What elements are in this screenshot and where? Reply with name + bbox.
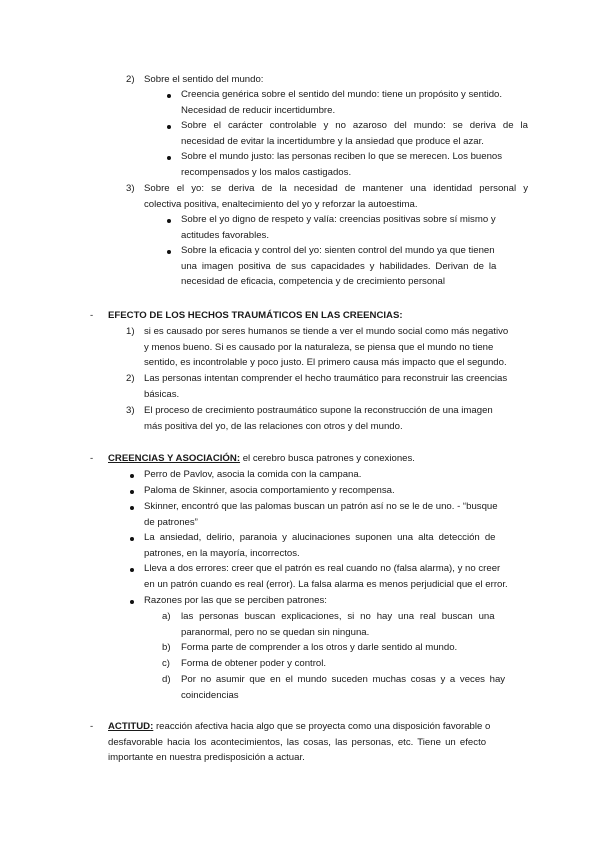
dash-marker: - [90, 310, 94, 321]
list-item-text: Las personas intentan comprender el hecho traumático para reconstruir las creencias básicas. [144, 373, 508, 400]
sub-item-text: las personas buscan explicaciones, si no hay una real buscan una paranormal, pero no se quedan sin ninguna. [181, 611, 495, 638]
bullet-icon [167, 156, 171, 160]
bullet-icon [167, 94, 171, 98]
bullet-text: Sobre el mundo justo: las personas reciben lo que se merecen. Los buenos recompensados y los malos castigados. [181, 151, 503, 178]
bullet-text: Skinner, encontró que las palomas buscan un patrón así no se le de uno. - “busque de patrones” [144, 501, 498, 528]
bullet-text: Razones por las que se perciben patrones: [144, 595, 327, 606]
bullet-text: Perro de Pavlov, asocia la comida con la campana. [144, 469, 362, 480]
list-item-text: si es causado por seres humanos se tiende a ver el mundo social como más negativo y menos bueno. Si es causado por la naturaleza, se piensa que el mundo no tiene sentido, es incontrolable y poco justo. El primero causa más impacto que el segundo. [144, 326, 509, 368]
sub-letter: d) [162, 674, 171, 685]
list-number: 1) [126, 326, 135, 337]
section-heading: ACTITUD: [108, 721, 154, 732]
list-item-text: Sobre el yo: se deriva de la necesidad de mantener una identidad personal y colectiva positiva, enaltecimiento del yo y reforzar la autoestima. [144, 183, 528, 210]
bullet-icon [167, 219, 171, 223]
sub-letter: a) [162, 611, 171, 622]
bullet-text: Sobre la eficacia y control del yo: sienten control del mundo ya que tienen una imagen positiva de sus capacidades y habilidades. Derivan de la necesidad de eficacia, competencia y de crecimiento personal [181, 245, 497, 287]
list-number: 3) [126, 405, 135, 416]
sub-letter: b) [162, 642, 171, 653]
list-number: 3) [126, 183, 135, 194]
list-number: 2) [126, 74, 135, 85]
bullet-icon [130, 490, 134, 494]
section-paragraph: ACTITUD: reacción afectiva hacia algo que se proyecta como una disposición favorable o desfavorable hacia los acontecimientos, las cosas, las personas, etc. Tiene un efecto importante en nuestra predisposición a actuar. [108, 721, 491, 763]
bullet-text: Paloma de Skinner, asocia comportamiento y recompensa. [144, 485, 395, 496]
bullet-icon [130, 568, 134, 572]
section-heading: EFECTO DE LOS HECHOS TRAUMÁTICOS EN LAS CREENCIAS: [108, 310, 403, 321]
list-item-text: El proceso de crecimiento postraumático supone la reconstrucción de una imagen más positiva del yo, de las relaciones con otros y del mundo. [144, 405, 493, 432]
dash-marker: - [90, 453, 94, 464]
bullet-icon [167, 250, 171, 254]
bullet-text: Lleva a dos errores: creer que el patrón es real cuando no (falsa alarma), y no creer en un patrón cuando es real (error). La falsa alarma es menos perjudicial que el error. [144, 563, 508, 590]
bullet-text: Sobre el carácter controlable y no azaroso del mundo: se deriva de la necesidad de evitar la incertidumbre y la ansiedad que produce el azar. [181, 120, 528, 147]
bullet-icon [167, 125, 171, 129]
bullet-icon [130, 600, 134, 604]
list-item-text: Sobre el sentido del mundo: [144, 74, 264, 85]
sub-item-text: Forma de obtener poder y control. [181, 658, 327, 669]
bullet-icon [130, 506, 134, 510]
bullet-text: La ansiedad, delirio, paranoia y alucinaciones suponen una alta detección de patrones, en la mayoría, incorrectos. [144, 532, 496, 559]
bullet-icon [130, 474, 134, 478]
sub-item-text: Forma parte de comprender a los otros y darle sentido al mundo. [181, 642, 458, 653]
list-number: 2) [126, 373, 135, 384]
sub-letter: c) [162, 658, 170, 669]
section-heading: CREENCIAS Y ASOCIACIÓN: el cerebro busca patrones y conexiones. [108, 453, 415, 464]
bullet-text: Sobre el yo digno de respeto y valía: creencias positivas sobre sí mismo y actitudes favorables. [181, 214, 496, 241]
bullet-text: Creencia genérica sobre el sentido del mundo: tiene un propósito y sentido. Necesidad de reducir incertidumbre. [181, 89, 503, 116]
bullet-icon [130, 537, 134, 541]
dash-marker: - [90, 721, 94, 732]
sub-item-text: Por no asumir que en el mundo suceden muchas cosas y a veces hay coincidencias [181, 674, 506, 701]
